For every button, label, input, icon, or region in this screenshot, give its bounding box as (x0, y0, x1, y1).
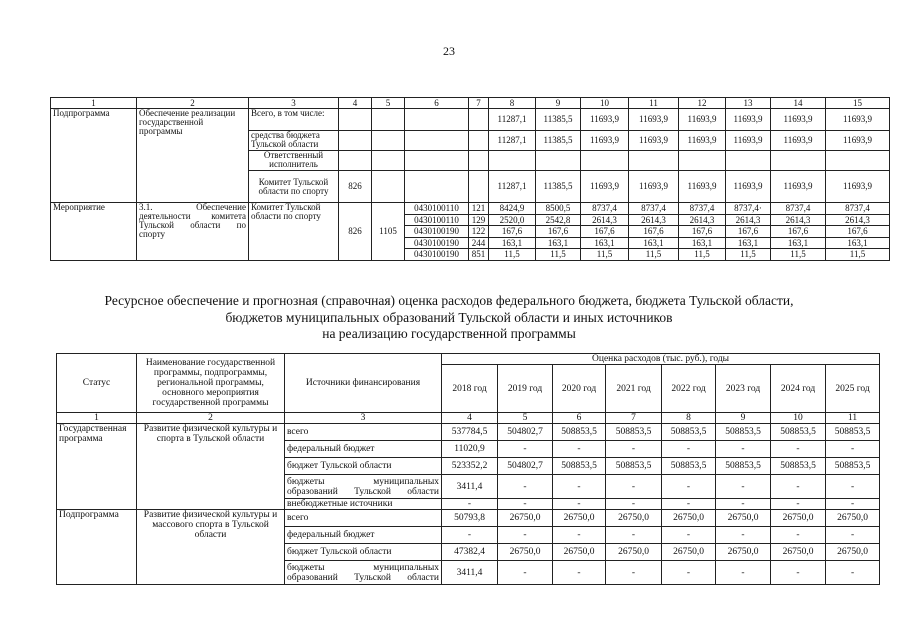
vr-stack: 121 129 122 244 851 (469, 203, 489, 261)
year-header: 2018 год (442, 365, 498, 413)
column-number-row: 1 2 3 4 5 6 7 8 9 10 11 12 13 14 15 (51, 98, 890, 109)
table-row: бюджеты муниципальных образований Тульской области 3411,4 - - - - - - - (57, 561, 880, 585)
year-header: 2024 год (771, 365, 826, 413)
table-row: Комитет Тульской области по спорту 826 11287,1 11385,5 11693,9 11693,9 11693,9 11693,9 11693,9 11693,9 (51, 171, 890, 203)
table-row: средства бюджета Тульской области 11287,1 11385,5 11693,9 11693,9 11693,9 11693,9 11693,9 11693,9 (51, 131, 890, 151)
status-cell: Подпрограмма (57, 510, 137, 585)
table-row: Ответственный исполнитель (51, 151, 890, 171)
year-header: 2021 год (606, 365, 662, 413)
status-cell: Мероприятие (51, 203, 137, 261)
year-header: 2019 год (498, 365, 553, 413)
table-row: внебюджетные источники - - - - - - - - (57, 499, 880, 510)
section-heading: Ресурсное обеспечение и прогнозная (справочная) оценка расходов федерального бюджета, бюджета Тульской области, бюджетов муниципальных образований Тульской области и иных источников на реализацию государственной программы (104, 293, 794, 341)
name-cell: 3.1. Обеспечение деятельности комитета Тульской области по спорту (137, 203, 249, 261)
status-cell: Государственная программа (57, 424, 137, 510)
name-cell: Развитие физической культуры и массового спорта в Тульской области (137, 510, 285, 585)
table-row: бюджет Тульской области 47382,4 26750,0 26750,0 26750,0 26750,0 26750,0 26750,0 26750,0 (57, 544, 880, 561)
code-stack: 0430100110 0430100110 0430100190 0430100190 0430100190 (405, 203, 469, 261)
program-costs-table (50, 97, 890, 261)
header-estimate: Оценка расходов (тыс. руб.), годы (442, 354, 880, 365)
header-source: Источники финансирования (285, 354, 442, 413)
table-row: Государственная программа Развитие физической культуры и спорта в Тульской области всего 537784,5 504802,7 508853,5 508853,5 508853,5 508853,5 508853,5 508853,5 (57, 424, 880, 441)
column-number-row: 1 2 3 4 5 6 7 8 9 10 11 (57, 413, 880, 424)
page-number: 23 (443, 44, 455, 58)
year-header: 2025 год (826, 365, 880, 413)
header-name: Наименование государственной программы, подпрограммы, региональной программы, основного мероприятия государственной программы (137, 354, 285, 413)
year-header: 2022 год (662, 365, 716, 413)
table-row: Подпрограмма Развитие физической культуры и массового спорта в Тульской области всего 50793,8 26750,0 26750,0 26750,0 26750,0 26750,0 26750,0 26750,0 (57, 510, 880, 527)
year-header: 2020 год (553, 365, 606, 413)
header-status: Статус (57, 354, 137, 413)
resource-estimate-table (56, 353, 880, 585)
table-row: Подпрограмма Обеспечение реализации государственной программы Всего, в том числе: 11287,1 11385,5 11693,9 11693,9 11693,9 11693,9 11693,9 11693,9 (51, 109, 890, 131)
table-row: федеральный бюджет - - - - - - - - (57, 527, 880, 544)
name-cell: Обеспечение реализации государственной программы (137, 109, 249, 203)
year-header: 2023 год (716, 365, 771, 413)
table-row: федеральный бюджет 11020,9 - - - - - - - (57, 441, 880, 458)
table-row: бюджет Тульской области 523352,2 504802,7 508853,5 508853,5 508853,5 508853,5 508853,5 508853,5 (57, 458, 880, 475)
status-cell: Подпрограмма (51, 109, 137, 203)
table-row: бюджеты муниципальных образований Тульской области 3411,4 - - - - - - - (57, 475, 880, 499)
table-row: Мероприятие 3.1. Обеспечение деятельности комитета Тульской области по спорту Комитет Тульской области по спорту 826 1105 0430100110 0430100110 0430100190 0430100190 0430100190 121 129 122 244 851 8424,9 2520,0 167,6 163,1 11,5 8500,5 2542,8 167,6 163,1 11,5 8737,4 2614,3 167,6 163,1 11,5 8737,4 2614,3 167,6 163,1 11,5 8737,4 2614,3 167,6 163,1 11,5 8737,4· 2614,3 167,6 163,1 11,5 8737,4 2614,3 167,6 163,1 11,5 8737,4 2614,3 167,6 163,1 11,5 (51, 203, 890, 261)
name-cell: Развитие физической культуры и спорта в Тульской области (137, 424, 285, 510)
